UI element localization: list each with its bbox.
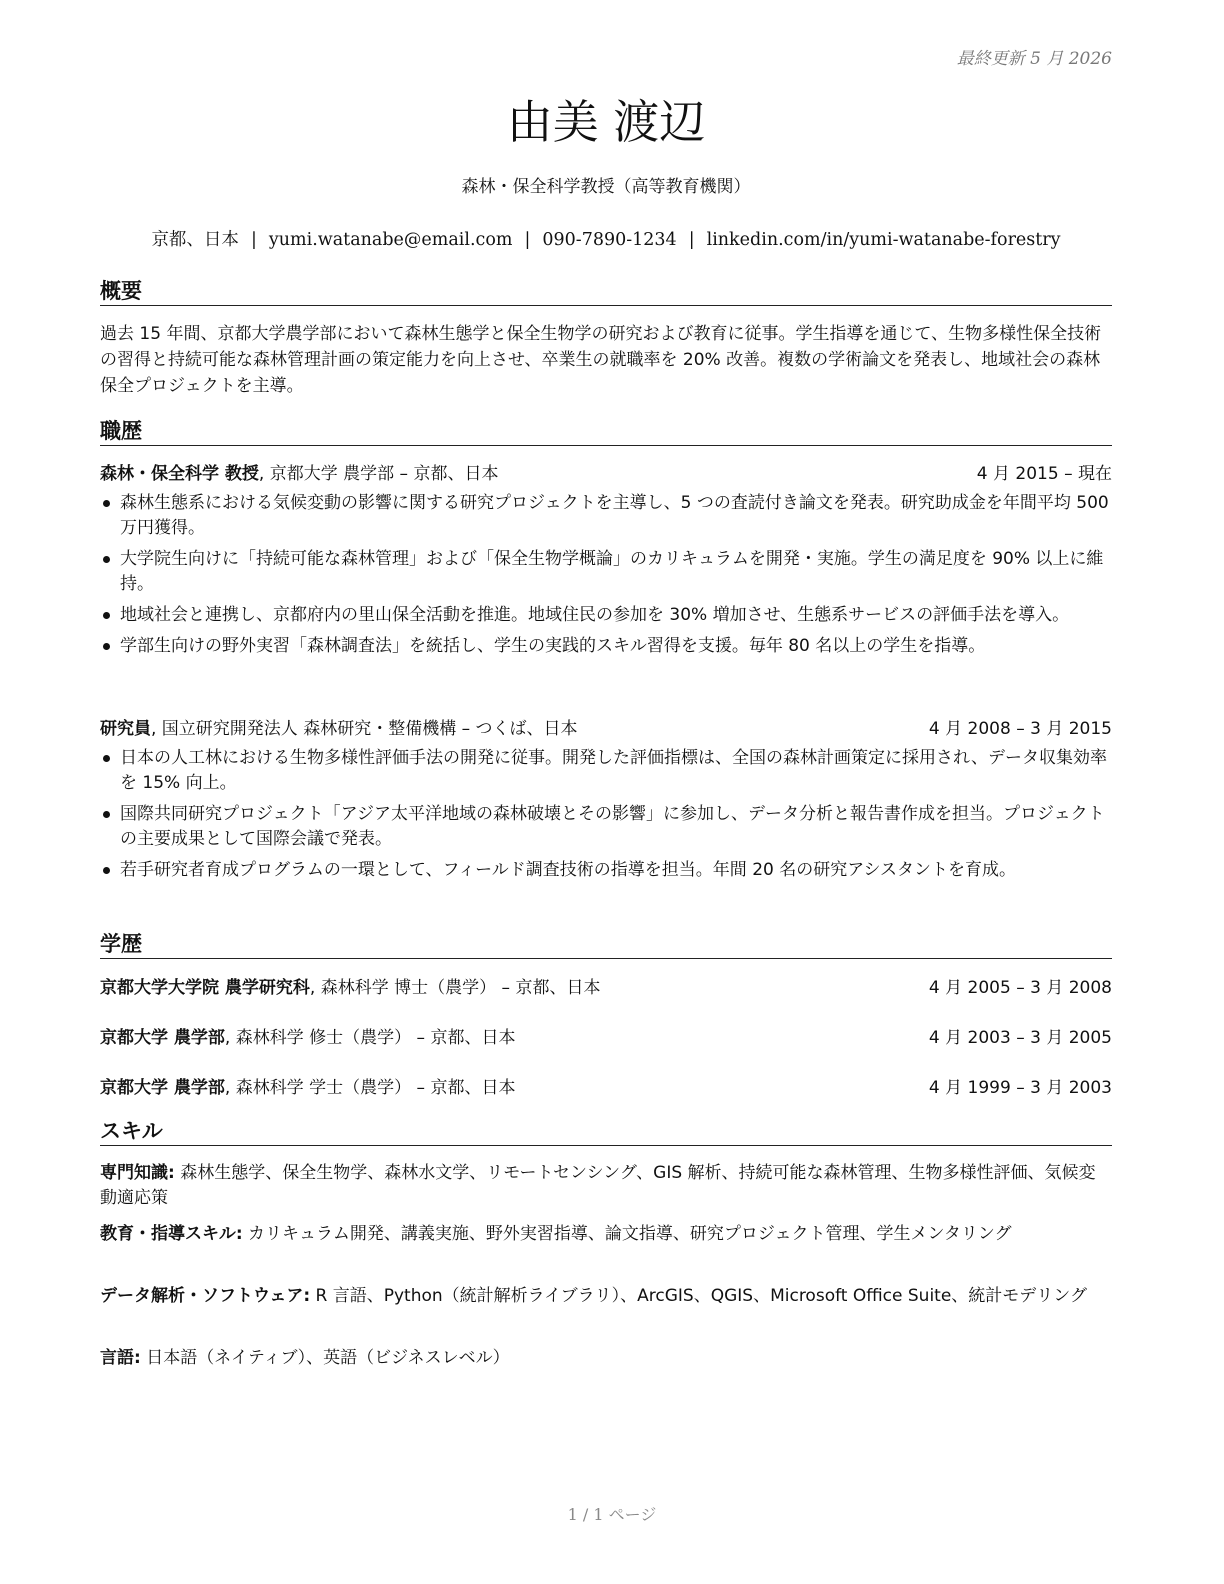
job-bullets xyxy=(100,491,1112,665)
education-dates: 4 月 2005 – 3 月 2008 xyxy=(928,978,1112,998)
job-header xyxy=(100,716,1112,742)
contact-location: 京都、日本 xyxy=(151,230,239,250)
last-updated: 最終更新 5 月 2026 xyxy=(956,49,1112,69)
list-item: 日本の人工林における生物多様性評価手法の開発に従事。開発した評価指標は、全国の森林計画策定に採用され、データ収集効率を 15% 向上。 xyxy=(100,746,1112,796)
section-title-summary: 概要 xyxy=(100,278,1112,306)
job-header xyxy=(100,461,1112,487)
job-bullets xyxy=(100,746,1112,889)
skill-text: カリキュラム開発、講義実施、野外実習指導、論文指導、研究プロジェクト管理、学生メンタリング xyxy=(242,1224,1012,1244)
bullet-icon xyxy=(103,612,110,619)
job-org: , 国立研究開発法人 森林研究・整備機構 – つくば、日本 xyxy=(151,719,578,739)
degree-detail: , 森林科学 博士（農学） – 京都、日本 xyxy=(309,978,601,998)
job-role: 研究員 xyxy=(100,719,151,739)
contact-separator: | xyxy=(524,230,531,250)
skill-text: R 言語、Python（統計解析ライブラリ）、ArcGIS、QGIS、Microsoft Office Suite、統計モデリング xyxy=(310,1286,1087,1306)
job-title: 森林・保全科学教授（高等教育機関） xyxy=(461,177,751,197)
skill-text: 森林生態学、保全生物学、森林水文学、リモートセンシング、GIS 解析、持続可能な森林管理、生物多様性評価、気候変動適応策 xyxy=(100,1163,1096,1208)
skill-label: データ解析・ソフトウェア: xyxy=(100,1286,311,1306)
contact-line xyxy=(60,226,1152,251)
bullet-icon xyxy=(103,556,110,563)
school-name: 京都大学 農学部 xyxy=(100,1028,225,1048)
job-dates: 4 月 2015 – 現在 xyxy=(976,464,1112,484)
contact-email[interactable]: yumi.watanabe@email.com xyxy=(268,230,513,250)
skill-label: 教育・指導スキル: xyxy=(100,1224,243,1244)
school-name: 京都大学 農学部 xyxy=(100,1078,225,1098)
skill-text: 日本語（ネイティブ）、英語（ビジネスレベル） xyxy=(140,1348,510,1368)
contact-separator: | xyxy=(250,230,257,250)
job-role: 森林・保全科学 教授 xyxy=(100,464,259,484)
degree-detail: , 森林科学 修士（農学） – 京都、日本 xyxy=(224,1028,516,1048)
person-name: 由美 渡辺 xyxy=(506,95,706,149)
skill-label: 言語: xyxy=(100,1348,141,1368)
job-dates: 4 月 2008 – 3 月 2015 xyxy=(928,719,1112,739)
degree-detail: , 森林科学 学士（農学） – 京都、日本 xyxy=(224,1078,516,1098)
contact-phone[interactable]: 090-7890-1234 xyxy=(542,230,677,250)
list-item: 地域社会と連携し、京都府内の里山保全活動を推進。地域住民の参加を 30% 増加させ、生態系サービスの評価手法を導入。 xyxy=(100,603,1112,628)
section-title-education: 学歴 xyxy=(100,931,1112,959)
education-dates: 4 月 1999 – 3 月 2003 xyxy=(928,1078,1112,1098)
bullet-icon xyxy=(103,811,110,818)
list-item: 森林生態系における気候変動の影響に関する研究プロジェクトを主導し、5 つの査読付き論文を発表。研究助成金を年間平均 500 万円獲得。 xyxy=(100,491,1112,541)
skill-label: 専門知識: xyxy=(100,1163,175,1183)
skill-row xyxy=(100,1161,1112,1211)
list-item: 国際共同研究プロジェクト「アジア太平洋地域の森林破壊とその影響」に参加し、データ分析と報告書作成を担当。プロジェクトの主要成果として国際会議で発表。 xyxy=(100,802,1112,852)
list-item: 学部生向けの野外実習「森林調査法」を統括し、学生の実践的スキル習得を支援。毎年 80 名以上の学生を指導。 xyxy=(100,634,1112,659)
school-name: 京都大学大学院 農学研究科 xyxy=(100,978,310,998)
resume-page xyxy=(100,0,1112,1584)
section-title-skills: スキル xyxy=(100,1118,1112,1146)
page-number: 1 / 1 ページ xyxy=(567,1505,657,1524)
bullet-icon xyxy=(103,867,110,874)
education-dates: 4 月 2003 – 3 月 2005 xyxy=(928,1028,1112,1048)
education-row xyxy=(100,975,1112,1001)
education-row xyxy=(100,1025,1112,1051)
bullet-icon xyxy=(103,500,110,507)
bullet-icon xyxy=(103,755,110,762)
skill-row xyxy=(100,1222,1112,1247)
skill-row xyxy=(100,1284,1112,1309)
skill-row xyxy=(100,1346,1112,1371)
contact-separator: | xyxy=(688,230,695,250)
list-item: 若手研究者育成プログラムの一環として、フィールド調査技術の指導を担当。年間 20 名の研究アシスタントを育成。 xyxy=(100,858,1112,883)
contact-linkedin[interactable]: linkedin.com/in/yumi-watanabe-forestry xyxy=(706,230,1061,250)
education-row xyxy=(100,1075,1112,1101)
job-org: , 京都大学 農学部 – 京都、日本 xyxy=(258,464,499,484)
bullet-icon xyxy=(103,643,110,650)
summary-text: 過去 15 年間、京都大学農学部において森林生態学と保全生物学の研究および教育に従事。学生指導を通じて、生物多様性保全技術の習得と持続可能な森林管理計画の策定能力を向上させ、卒業生の就職率を 20% 改善。複数の学術論文を発表し、地域社会の森林保全プロジェクトを主導。 xyxy=(100,324,1102,396)
section-title-experience: 職歴 xyxy=(100,418,1112,446)
list-item: 大学院生向けに「持続可能な森林管理」および「保全生物学概論」のカリキュラムを開発・実施。学生の満足度を 90% 以上に維持。 xyxy=(100,547,1112,597)
